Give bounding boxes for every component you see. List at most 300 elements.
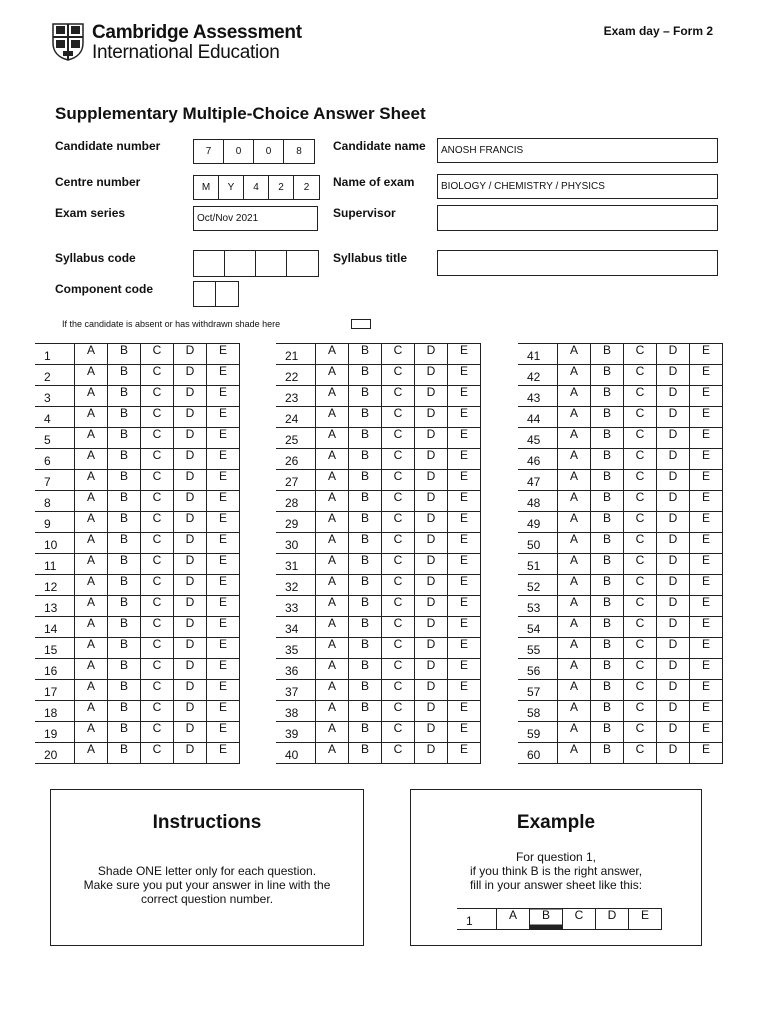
answer-option-c[interactable]: C <box>141 512 174 533</box>
answer-option-d[interactable]: D <box>657 470 690 491</box>
answer-option-a[interactable]: A <box>75 596 108 617</box>
answer-option-e[interactable]: E <box>690 344 723 365</box>
answer-option-a[interactable]: A <box>316 449 349 470</box>
answer-option-e[interactable]: E <box>690 680 723 701</box>
answer-option-b[interactable]: B <box>349 428 382 449</box>
answer-option-e[interactable]: E <box>207 680 240 701</box>
answer-option-e[interactable]: E <box>690 491 723 512</box>
answer-option-c[interactable]: C <box>382 533 415 554</box>
answer-option-d[interactable]: D <box>657 365 690 386</box>
answer-option-a[interactable]: A <box>75 470 108 491</box>
answer-option-a[interactable]: A <box>558 470 591 491</box>
answer-option-d[interactable]: D <box>415 743 448 764</box>
answer-option-a[interactable]: A <box>75 512 108 533</box>
answer-option-d[interactable]: D <box>174 596 207 617</box>
answer-option-e[interactable]: E <box>207 470 240 491</box>
answer-option-e[interactable]: E <box>207 638 240 659</box>
supervisor-field[interactable] <box>437 205 718 231</box>
answer-option-c[interactable]: C <box>141 659 174 680</box>
answer-option-b[interactable]: B <box>349 701 382 722</box>
answer-option-a[interactable]: A <box>558 491 591 512</box>
answer-option-b[interactable]: B <box>591 617 624 638</box>
answer-option-d[interactable]: D <box>415 596 448 617</box>
answer-option-a[interactable]: A <box>558 617 591 638</box>
answer-option-e[interactable]: E <box>448 449 481 470</box>
answer-option-a[interactable]: A <box>316 470 349 491</box>
answer-option-d[interactable]: D <box>174 491 207 512</box>
answer-option-c[interactable]: C <box>624 596 657 617</box>
component-code-digit[interactable] <box>216 282 238 306</box>
answer-option-a[interactable]: A <box>75 659 108 680</box>
answer-option-c[interactable]: C <box>624 344 657 365</box>
answer-option-c[interactable]: C <box>382 407 415 428</box>
answer-option-d[interactable]: D <box>415 533 448 554</box>
answer-option-a[interactable]: A <box>316 533 349 554</box>
answer-option-a[interactable]: A <box>316 407 349 428</box>
answer-option-d[interactable]: D <box>174 575 207 596</box>
answer-option-a[interactable]: A <box>75 407 108 428</box>
answer-option-d[interactable]: D <box>657 722 690 743</box>
answer-option-b[interactable]: B <box>108 554 141 575</box>
answer-option-a[interactable]: A <box>75 344 108 365</box>
answer-option-c[interactable]: C <box>624 659 657 680</box>
answer-option-a[interactable]: A <box>316 575 349 596</box>
answer-option-c[interactable]: C <box>382 554 415 575</box>
answer-option-d[interactable]: D <box>415 365 448 386</box>
answer-option-d[interactable]: D <box>415 407 448 428</box>
answer-option-c[interactable]: C <box>382 743 415 764</box>
answer-option-e[interactable]: E <box>207 701 240 722</box>
answer-option-e[interactable]: E <box>207 533 240 554</box>
answer-option-b[interactable]: B <box>591 470 624 491</box>
answer-option-b[interactable]: B <box>349 512 382 533</box>
answer-option-b[interactable]: B <box>108 722 141 743</box>
answer-option-b[interactable]: B <box>349 344 382 365</box>
answer-option-d[interactable]: D <box>174 449 207 470</box>
answer-option-d[interactable]: D <box>415 428 448 449</box>
answer-option-c[interactable]: C <box>624 743 657 764</box>
answer-option-b[interactable]: B <box>349 617 382 638</box>
answer-option-c[interactable]: C <box>141 344 174 365</box>
answer-option-b[interactable]: B <box>591 743 624 764</box>
answer-option-d[interactable]: D <box>657 449 690 470</box>
syllabus-code-digit[interactable] <box>256 251 287 276</box>
answer-option-e[interactable]: E <box>690 638 723 659</box>
answer-option-a[interactable]: A <box>558 701 591 722</box>
answer-option-d[interactable]: D <box>174 722 207 743</box>
answer-option-e[interactable]: E <box>690 365 723 386</box>
answer-option-e[interactable]: E <box>448 533 481 554</box>
answer-option-d[interactable]: D <box>415 344 448 365</box>
answer-option-c[interactable]: C <box>382 449 415 470</box>
answer-option-d[interactable]: D <box>657 596 690 617</box>
answer-option-b[interactable]: B <box>108 575 141 596</box>
answer-option-b[interactable]: B <box>349 407 382 428</box>
answer-option-c[interactable]: C <box>141 365 174 386</box>
answer-option-a[interactable]: A <box>558 638 591 659</box>
answer-option-b[interactable]: B <box>108 344 141 365</box>
answer-option-e[interactable]: E <box>448 659 481 680</box>
answer-option-a[interactable]: A <box>558 554 591 575</box>
answer-option-e[interactable]: E <box>207 344 240 365</box>
answer-option-a[interactable]: A <box>558 533 591 554</box>
answer-option-a[interactable]: A <box>75 722 108 743</box>
answer-option-c[interactable]: C <box>141 449 174 470</box>
answer-option-c[interactable]: C <box>141 533 174 554</box>
answer-option-d[interactable]: D <box>415 659 448 680</box>
answer-option-d[interactable]: D <box>174 407 207 428</box>
answer-option-b[interactable]: B <box>591 344 624 365</box>
answer-option-b[interactable]: B <box>349 554 382 575</box>
answer-option-c[interactable]: C <box>624 617 657 638</box>
answer-option-a[interactable]: A <box>558 449 591 470</box>
answer-option-c[interactable]: C <box>141 575 174 596</box>
answer-option-c[interactable]: C <box>382 596 415 617</box>
answer-option-c[interactable]: C <box>624 701 657 722</box>
answer-option-e[interactable]: E <box>207 617 240 638</box>
absent-shade-box[interactable] <box>351 319 371 329</box>
syllabus-code-digit[interactable] <box>225 251 256 276</box>
answer-option-d[interactable]: D <box>174 743 207 764</box>
answer-option-d[interactable]: D <box>174 701 207 722</box>
answer-option-d[interactable]: D <box>174 680 207 701</box>
answer-option-b[interactable]: B <box>591 407 624 428</box>
candidate-number-digit[interactable]: 0 <box>224 140 254 163</box>
answer-option-d[interactable]: D <box>657 386 690 407</box>
answer-option-c[interactable]: C <box>382 680 415 701</box>
answer-option-e[interactable]: E <box>207 575 240 596</box>
answer-option-c[interactable]: C <box>141 743 174 764</box>
answer-option-a[interactable]: A <box>316 638 349 659</box>
answer-option-c[interactable]: C <box>382 659 415 680</box>
answer-option-b[interactable]: B <box>349 575 382 596</box>
answer-option-a[interactable]: A <box>75 533 108 554</box>
answer-option-d[interactable]: D <box>415 722 448 743</box>
answer-option-d[interactable]: D <box>657 533 690 554</box>
answer-option-e[interactable]: E <box>690 533 723 554</box>
answer-option-a[interactable]: A <box>558 428 591 449</box>
answer-option-a[interactable]: A <box>316 386 349 407</box>
answer-option-b[interactable]: B <box>108 659 141 680</box>
answer-option-c[interactable]: C <box>624 575 657 596</box>
answer-option-d[interactable]: D <box>415 617 448 638</box>
answer-option-b[interactable]: B <box>349 491 382 512</box>
centre-number-digit[interactable]: 2 <box>269 176 294 199</box>
answer-option-c[interactable]: C <box>141 470 174 491</box>
answer-option-c[interactable]: C <box>624 386 657 407</box>
answer-option-d[interactable]: D <box>174 512 207 533</box>
answer-option-b[interactable]: B <box>349 638 382 659</box>
answer-option-c[interactable]: C <box>382 386 415 407</box>
answer-option-e[interactable]: E <box>448 596 481 617</box>
answer-option-e[interactable]: E <box>207 512 240 533</box>
answer-option-c[interactable]: C <box>382 491 415 512</box>
answer-option-c[interactable]: C <box>624 428 657 449</box>
answer-option-e[interactable]: E <box>690 386 723 407</box>
answer-option-b[interactable]: B <box>108 680 141 701</box>
answer-option-e[interactable]: E <box>448 428 481 449</box>
answer-option-d[interactable]: D <box>657 680 690 701</box>
answer-option-e[interactable]: E <box>448 722 481 743</box>
syllabus-title-field[interactable] <box>437 250 718 276</box>
answer-option-b[interactable]: B <box>108 407 141 428</box>
answer-option-a[interactable]: A <box>558 386 591 407</box>
answer-option-c[interactable]: C <box>624 554 657 575</box>
answer-option-d[interactable]: D <box>174 617 207 638</box>
answer-option-d[interactable]: D <box>657 344 690 365</box>
answer-option-c[interactable]: C <box>382 512 415 533</box>
answer-option-b[interactable]: B <box>108 701 141 722</box>
answer-option-a[interactable]: A <box>316 512 349 533</box>
answer-option-d[interactable]: D <box>657 701 690 722</box>
answer-option-a[interactable]: A <box>75 491 108 512</box>
answer-option-b[interactable]: B <box>349 680 382 701</box>
answer-option-e[interactable]: E <box>690 722 723 743</box>
answer-option-e[interactable]: E <box>207 449 240 470</box>
answer-option-c[interactable]: C <box>382 722 415 743</box>
answer-option-d[interactable]: D <box>174 470 207 491</box>
answer-option-b[interactable]: B <box>591 365 624 386</box>
answer-option-a[interactable]: A <box>75 449 108 470</box>
answer-option-c[interactable]: C <box>141 617 174 638</box>
answer-option-b[interactable]: B <box>349 449 382 470</box>
answer-option-e[interactable]: E <box>448 344 481 365</box>
answer-option-a[interactable]: A <box>558 365 591 386</box>
answer-option-b[interactable]: B <box>108 470 141 491</box>
answer-option-a[interactable]: A <box>558 680 591 701</box>
answer-option-e[interactable]: E <box>448 743 481 764</box>
answer-option-d[interactable]: D <box>415 701 448 722</box>
answer-option-a[interactable]: A <box>316 701 349 722</box>
answer-option-c[interactable]: C <box>141 554 174 575</box>
component-code-digit[interactable] <box>194 282 216 306</box>
answer-option-c[interactable]: C <box>141 722 174 743</box>
answer-option-b[interactable]: B <box>108 638 141 659</box>
answer-option-d[interactable]: D <box>657 575 690 596</box>
answer-option-e[interactable]: E <box>448 491 481 512</box>
answer-option-d[interactable]: D <box>657 491 690 512</box>
answer-option-e[interactable]: E <box>207 554 240 575</box>
answer-option-e[interactable]: E <box>207 386 240 407</box>
answer-option-a[interactable]: A <box>316 554 349 575</box>
candidate-name-field[interactable]: ANOSH FRANCIS <box>437 138 718 163</box>
answer-option-d[interactable]: D <box>174 638 207 659</box>
answer-option-b[interactable]: B <box>108 428 141 449</box>
answer-option-e[interactable]: E <box>448 365 481 386</box>
answer-option-b[interactable]: B <box>591 491 624 512</box>
answer-option-a[interactable]: A <box>316 743 349 764</box>
answer-option-e[interactable]: E <box>207 743 240 764</box>
candidate-number-digit[interactable]: 8 <box>296 146 302 157</box>
answer-option-e[interactable]: E <box>690 554 723 575</box>
candidate-number-boxes[interactable] <box>193 139 315 164</box>
answer-option-d[interactable]: D <box>657 617 690 638</box>
answer-option-a[interactable]: A <box>316 344 349 365</box>
answer-option-e[interactable]: E <box>690 470 723 491</box>
answer-option-e[interactable]: E <box>207 407 240 428</box>
answer-option-c[interactable]: C <box>382 617 415 638</box>
answer-option-a[interactable]: A <box>75 638 108 659</box>
answer-option-b[interactable]: B <box>349 596 382 617</box>
answer-option-d[interactable]: D <box>415 680 448 701</box>
answer-option-b[interactable]: B <box>108 743 141 764</box>
exam-series-field[interactable]: Oct/Nov 2021 <box>193 206 318 231</box>
answer-option-a[interactable]: A <box>558 659 591 680</box>
answer-option-a[interactable]: A <box>75 680 108 701</box>
answer-option-c[interactable]: C <box>141 491 174 512</box>
answer-option-a[interactable]: A <box>75 428 108 449</box>
answer-option-d[interactable]: D <box>174 428 207 449</box>
answer-option-d[interactable]: D <box>174 386 207 407</box>
answer-option-c[interactable]: C <box>382 470 415 491</box>
answer-option-d[interactable]: D <box>657 512 690 533</box>
answer-option-e[interactable]: E <box>690 659 723 680</box>
answer-option-a[interactable]: A <box>316 680 349 701</box>
answer-option-a[interactable]: A <box>558 722 591 743</box>
answer-option-a[interactable]: A <box>316 428 349 449</box>
answer-option-d[interactable]: D <box>415 449 448 470</box>
answer-option-d[interactable]: D <box>415 386 448 407</box>
answer-option-b[interactable]: B <box>591 449 624 470</box>
answer-option-e[interactable]: E <box>207 659 240 680</box>
answer-option-e[interactable]: E <box>690 449 723 470</box>
answer-option-b[interactable]: B <box>108 491 141 512</box>
answer-option-c[interactable]: C <box>141 701 174 722</box>
answer-option-b[interactable]: B <box>591 701 624 722</box>
answer-option-d[interactable]: D <box>657 743 690 764</box>
answer-option-e[interactable]: E <box>448 617 481 638</box>
answer-option-d[interactable]: D <box>415 638 448 659</box>
answer-option-c[interactable]: C <box>624 512 657 533</box>
answer-option-b[interactable]: B <box>349 533 382 554</box>
answer-option-b[interactable]: B <box>591 722 624 743</box>
answer-option-d[interactable]: D <box>415 470 448 491</box>
answer-option-d[interactable]: D <box>657 638 690 659</box>
answer-option-a[interactable]: A <box>75 575 108 596</box>
answer-option-b[interactable]: B <box>108 449 141 470</box>
centre-number-digit[interactable]: 4 <box>244 176 269 199</box>
syllabus-code-digit[interactable] <box>194 251 225 276</box>
answer-option-c[interactable]: C <box>141 386 174 407</box>
answer-option-c[interactable]: C <box>624 638 657 659</box>
answer-option-c[interactable]: C <box>141 680 174 701</box>
answer-option-b[interactable]: B <box>349 743 382 764</box>
centre-number-digit[interactable]: Y <box>219 176 244 199</box>
answer-option-c[interactable]: C <box>382 365 415 386</box>
candidate-number-digit[interactable]: 7 <box>194 140 224 163</box>
answer-option-c[interactable]: C <box>141 407 174 428</box>
centre-number-digit[interactable]: M <box>194 176 219 199</box>
answer-option-d[interactable]: D <box>415 575 448 596</box>
answer-option-c[interactable]: C <box>624 680 657 701</box>
answer-option-c[interactable]: C <box>141 596 174 617</box>
answer-option-e[interactable]: E <box>690 596 723 617</box>
answer-option-d[interactable]: D <box>415 512 448 533</box>
answer-option-c[interactable]: C <box>382 701 415 722</box>
answer-option-e[interactable]: E <box>207 365 240 386</box>
answer-option-a[interactable]: A <box>75 554 108 575</box>
answer-option-d[interactable]: D <box>174 344 207 365</box>
answer-option-c[interactable]: C <box>382 638 415 659</box>
answer-option-e[interactable]: E <box>448 512 481 533</box>
syllabus-code-digit[interactable] <box>287 251 318 276</box>
answer-option-a[interactable]: A <box>558 596 591 617</box>
answer-option-d[interactable]: D <box>415 554 448 575</box>
answer-option-a[interactable]: A <box>75 617 108 638</box>
component-code-boxes[interactable] <box>193 281 239 307</box>
answer-option-a[interactable]: A <box>316 365 349 386</box>
answer-option-a[interactable]: A <box>316 659 349 680</box>
answer-option-a[interactable]: A <box>316 722 349 743</box>
answer-option-e[interactable]: E <box>690 407 723 428</box>
answer-option-b[interactable]: B <box>591 638 624 659</box>
answer-option-e[interactable]: E <box>690 428 723 449</box>
answer-option-e[interactable]: E <box>690 743 723 764</box>
answer-option-e[interactable]: E <box>207 722 240 743</box>
answer-option-a[interactable]: A <box>316 617 349 638</box>
candidate-number-digit[interactable]: 0 <box>254 140 284 163</box>
answer-option-e[interactable]: E <box>207 596 240 617</box>
answer-option-b[interactable]: B <box>349 722 382 743</box>
answer-option-a[interactable]: A <box>75 701 108 722</box>
answer-option-a[interactable]: A <box>558 575 591 596</box>
answer-option-c[interactable]: C <box>624 470 657 491</box>
answer-option-e[interactable]: E <box>690 617 723 638</box>
answer-option-c[interactable]: C <box>141 638 174 659</box>
answer-option-e[interactable]: E <box>448 701 481 722</box>
answer-option-c[interactable]: C <box>141 428 174 449</box>
answer-option-b[interactable]: B <box>349 470 382 491</box>
centre-number-digit[interactable]: 2 <box>303 182 310 193</box>
answer-option-b[interactable]: B <box>349 386 382 407</box>
answer-option-b[interactable]: B <box>108 512 141 533</box>
answer-option-b[interactable]: B <box>591 512 624 533</box>
answer-option-e[interactable]: E <box>448 554 481 575</box>
answer-option-a[interactable]: A <box>558 512 591 533</box>
answer-option-e[interactable]: E <box>448 470 481 491</box>
answer-option-b[interactable]: B <box>591 428 624 449</box>
answer-option-b[interactable]: B <box>591 533 624 554</box>
answer-option-e[interactable]: E <box>207 491 240 512</box>
answer-option-a[interactable]: A <box>558 743 591 764</box>
answer-option-d[interactable]: D <box>174 365 207 386</box>
answer-option-d[interactable]: D <box>657 428 690 449</box>
answer-option-b[interactable]: B <box>591 680 624 701</box>
answer-option-b[interactable]: B <box>591 596 624 617</box>
answer-option-b[interactable]: B <box>108 617 141 638</box>
answer-option-b[interactable]: B <box>591 386 624 407</box>
answer-option-b[interactable]: B <box>349 365 382 386</box>
answer-option-b[interactable]: B <box>591 554 624 575</box>
answer-option-d[interactable]: D <box>174 659 207 680</box>
centre-number-boxes[interactable] <box>193 175 320 200</box>
answer-option-c[interactable]: C <box>624 407 657 428</box>
answer-option-b[interactable]: B <box>108 386 141 407</box>
answer-option-a[interactable]: A <box>75 365 108 386</box>
answer-option-c[interactable]: C <box>382 575 415 596</box>
answer-option-d[interactable]: D <box>657 659 690 680</box>
answer-option-b[interactable]: B <box>108 365 141 386</box>
answer-option-b[interactable]: B <box>349 659 382 680</box>
answer-option-b[interactable]: B <box>108 533 141 554</box>
answer-option-c[interactable]: C <box>624 722 657 743</box>
syllabus-code-boxes[interactable] <box>193 250 319 277</box>
answer-option-d[interactable]: D <box>174 554 207 575</box>
answer-option-e[interactable]: E <box>690 575 723 596</box>
answer-option-e[interactable]: E <box>448 386 481 407</box>
answer-option-c[interactable]: C <box>382 344 415 365</box>
answer-option-a[interactable]: A <box>316 596 349 617</box>
